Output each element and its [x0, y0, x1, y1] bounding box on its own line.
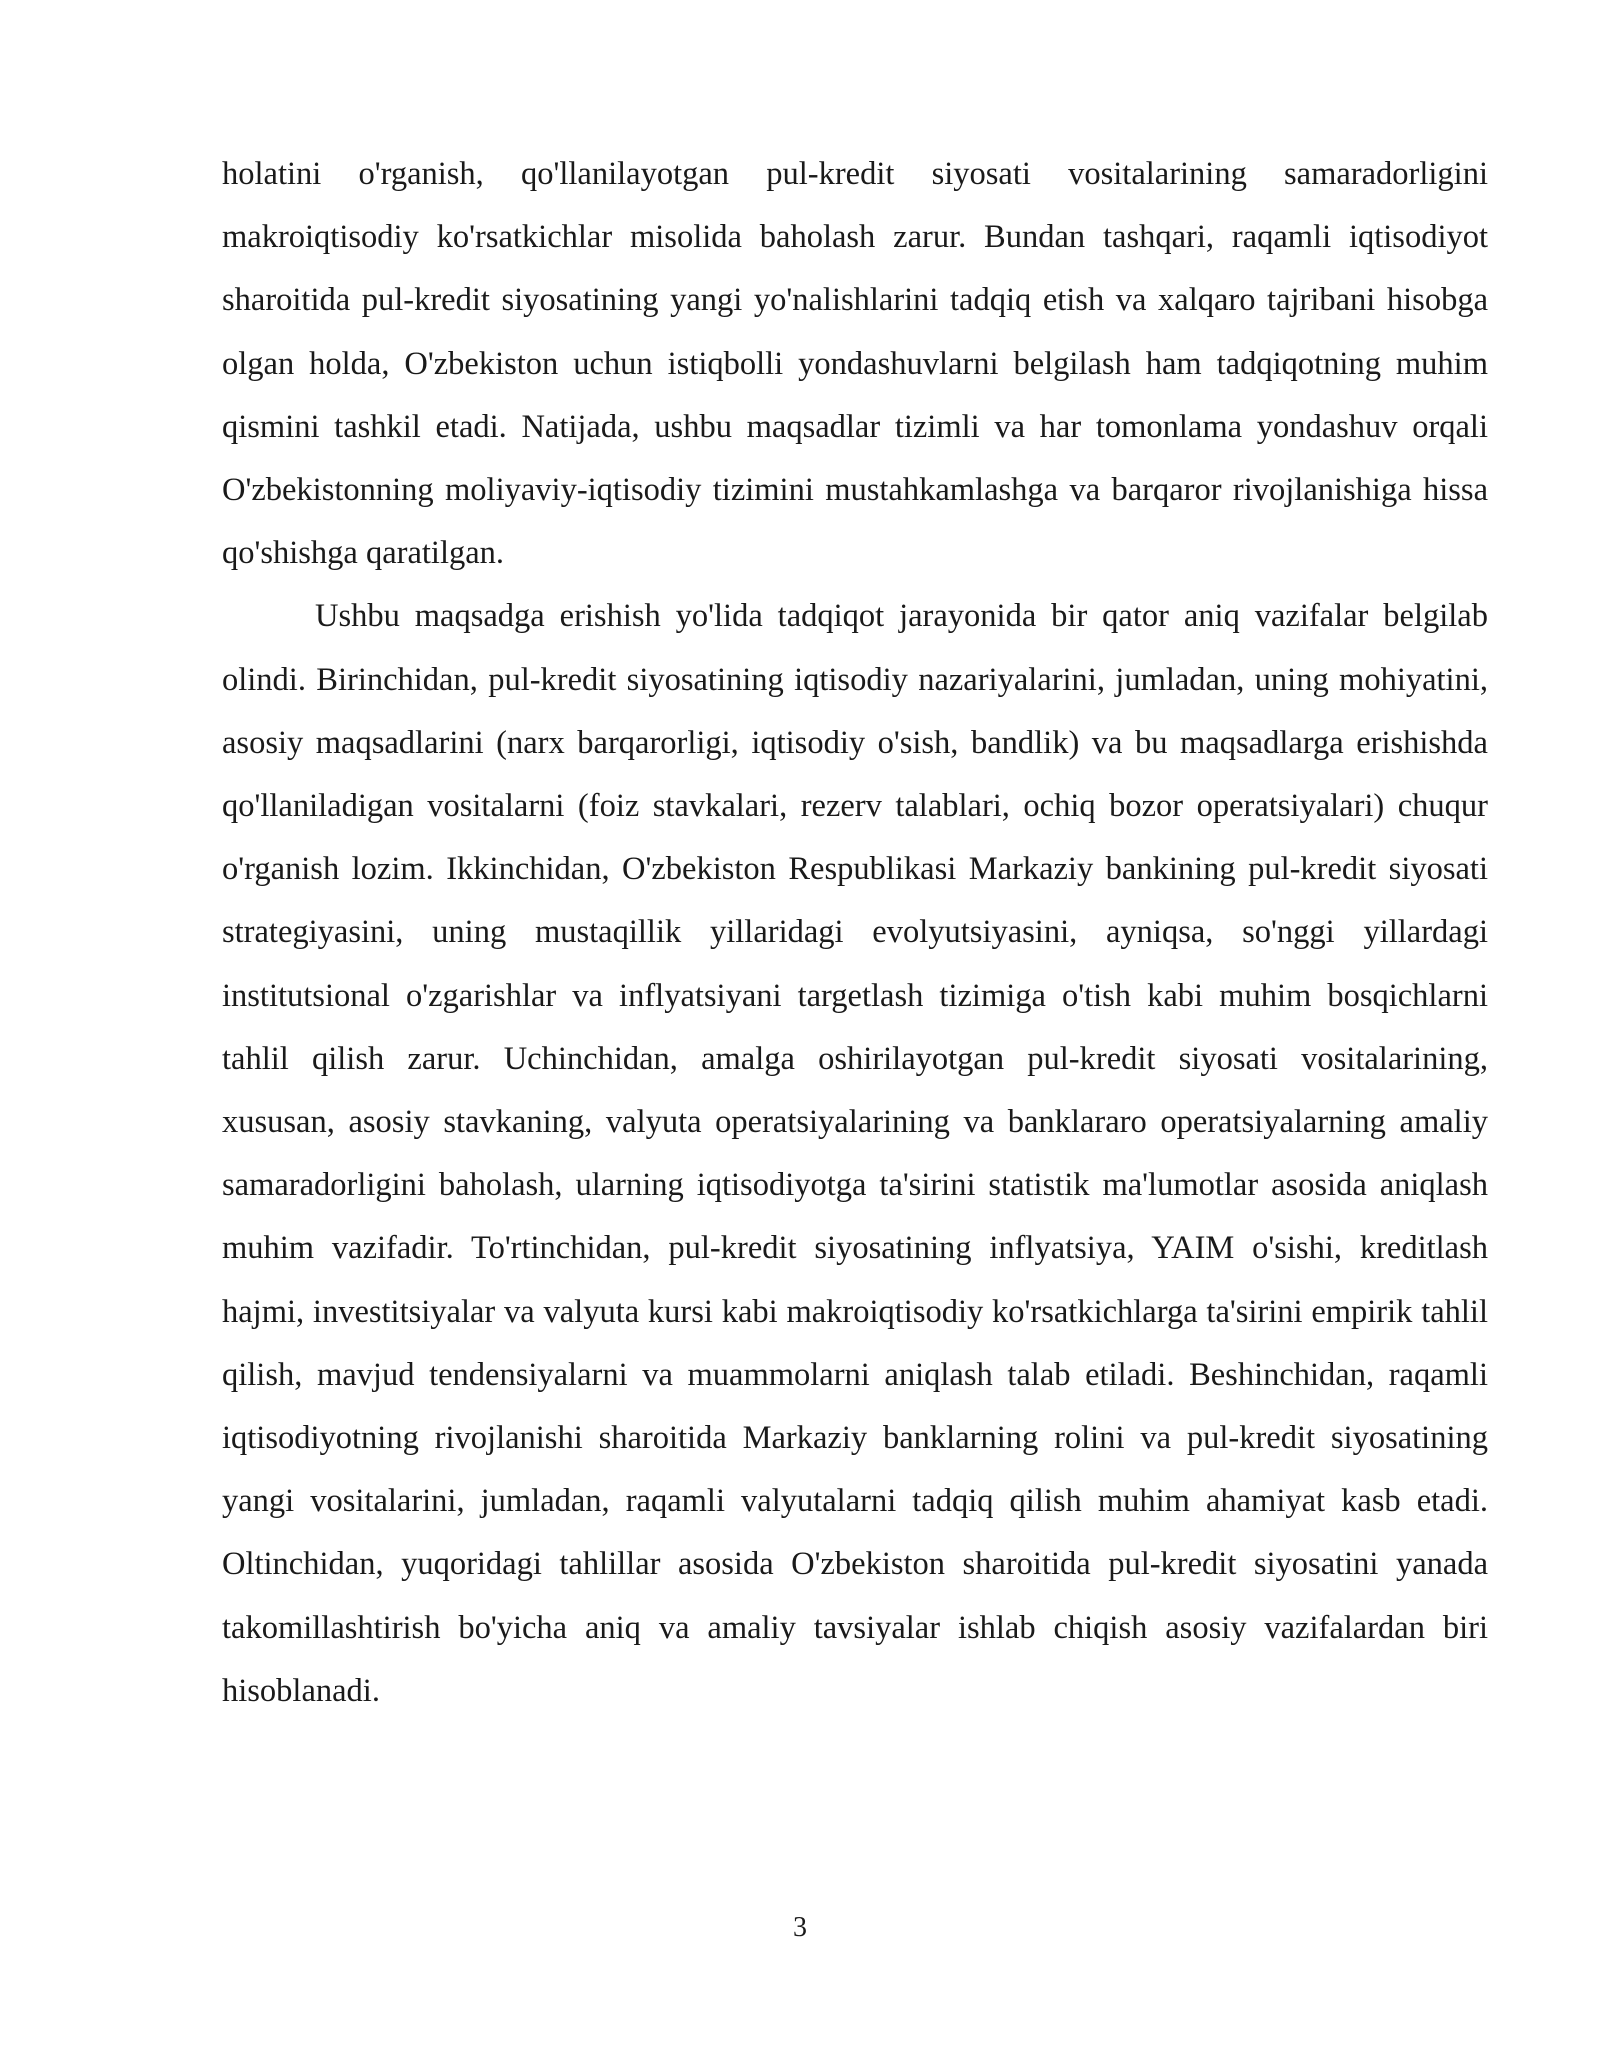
paragraph-continuation: holatini o'rganish, qo'llanilayotgan pul-kredit siyosati vositalarining samaradorligini makroiqtisodiy ko'rsatkichlar misolida baholash zarur. Bundan tashqari, raqamli iqtisodiyot sharoitida pul-kredit siyosatining yangi yo'nalishlarini tadqiq etish va xalqaro tajribani hisobga olgan holda, O'zbekiston uchun istiqbolli yondashuvlarni belgilash ham tadqiqotning muhim qismini tashkil etadi. Natijada, ushbu maqsadlar tizimli va har tomonlama yondashuv orqali O'zbekistonning moliyaviy-iqtisodiy tizimini mustahkamlashga va barqaror rivojlanishiga hissa qo'shishga qaratilgan.	[222, 156, 1488, 572]
body-text	[222, 143, 1488, 1723]
page-number: 3	[793, 1912, 807, 1943]
paragraph-tasks: Ushbu maqsadga erishish yo'lida tadqiqot jarayonida bir qator aniq vazifalar belgilab olindi. Birinchidan, pul-kredit siyosatining iqtisodiy nazariyalarini, jumladan, uning mohiyatini, asosiy maqsadlarini (narx barqarorligi, iqtisodiy o'sish, bandlik) va bu maqsadlarga erishishda qo'llaniladigan vositalarni (foiz stavkalari, rezerv talablari, ochiq bozor operatsiyalari) chuqur o'rganish lozim. Ikkinchidan, O'zbekiston Respublikasi Markaziy bankining pul-kredit siyosati strategiyasini, uning mustaqillik yillaridagi evolyutsiyasini, ayniqsa, so'nggi yillardagi institutsional o'zgarishlar va inflyatsiyani targetlash tizimiga o'tish kabi muhim bosqichlarni tahlil qilish zarur. Uchinchidan, amalga oshirilayotgan pul-kredit siyosati vositalarining, xususan, asosiy stavkaning, valyuta operatsiyalarining va banklararo operatsiyalarning amaliy samaradorligini baholash, ularning iqtisodiyotga ta'sirini statistik ma'lumotlar asosida aniqlash muhim vazifadir. To'rtinchidan, pul-kredit siyosatining inflyatsiya, YAIM o'sishi, kreditlash hajmi, investitsiyalar va valyuta kursi kabi makroiqtisodiy ko'rsatkichlarga ta'sirini empirik tahlil qilish, mavjud tendensiyalarni va muammolarni aniqlash talab etiladi. Beshinchidan, raqamli iqtisodiyotning rivojlanishi sharoitida Markaziy banklarning rolini va pul-kredit siyosatining yangi vositalarini, jumladan, raqamli valyutalarni tadqiq qilish muhim ahamiyat kasb etadi. Oltinchidan, yuqoridagi tahlillar asosida O'zbekiston sharoitida pul-kredit siyosatini yanada takomillashtirish bo'yicha aniq va amaliy tavsiyalar ishlab chiqish asosiy vazifalardan biri hisoblanadi.	[222, 598, 1488, 1709]
